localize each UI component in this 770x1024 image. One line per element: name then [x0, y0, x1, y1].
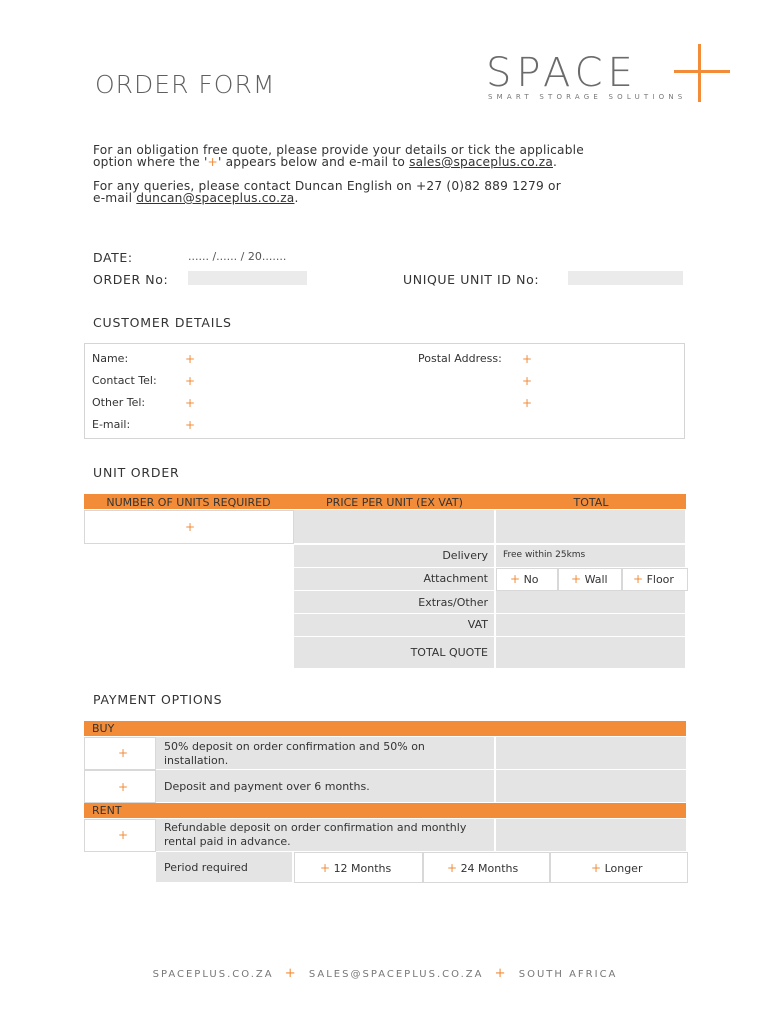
plus-icon: + [571, 572, 582, 586]
col-units-required: NUMBER OF UNITS REQUIRED [106, 496, 271, 509]
intro-text: . [294, 191, 299, 205]
plus-icon: + [118, 780, 129, 794]
rent-header-bar [84, 803, 686, 818]
footer-email[interactable]: SALES@SPACEPLUS.CO.ZA [308, 969, 484, 980]
postal-address-line1[interactable]: + [522, 352, 533, 366]
col-total: TOTAL [573, 496, 609, 509]
attachment-floor-label: Floor [646, 573, 674, 586]
rent-label: RENT [92, 804, 122, 817]
extras-label: Extras/Other [418, 596, 488, 609]
postal-address-line3[interactable]: + [522, 396, 533, 410]
payment-options-heading: PAYMENT OPTIONS [93, 692, 223, 707]
period-24-months-label: 24 Months [460, 862, 519, 875]
total-quote-label: TOTAL QUOTE [410, 646, 488, 659]
footer-country: SOUTH AFRICA [518, 969, 618, 980]
plus-icon: + [118, 828, 129, 842]
unit-id-label: UNIQUE UNIT ID No: [403, 272, 540, 287]
name-label: Name: [92, 352, 129, 365]
postal-address-label: Postal Address: [418, 352, 502, 365]
period-12-months-label: 12 Months [333, 862, 392, 875]
spaceplus-logo [486, 44, 736, 104]
delivery-value: Free within 25kms [503, 550, 586, 560]
other-tel-label: Other Tel: [92, 396, 146, 409]
plus-icon: + [207, 155, 218, 169]
footer-site[interactable]: SPACEPLUS.CO.ZA [152, 969, 274, 980]
intro-paragraph-2 [93, 180, 561, 204]
attachment-no-label: No [523, 573, 539, 586]
buy-header-bar [84, 721, 686, 736]
intro-line [93, 156, 584, 168]
sales-email-link[interactable]: sales@spaceplus.co.za [409, 155, 554, 169]
footer [0, 966, 770, 981]
page-title: ORDER FORM [95, 70, 276, 99]
plus-icon: + [494, 966, 508, 981]
attachment-wall-label: Wall [584, 573, 608, 586]
plus-icon: + [284, 966, 298, 981]
buy-option2-text: Deposit and payment over 6 months. [164, 780, 370, 793]
period-required-label: Period required [164, 861, 248, 874]
logo-wordmark: SPACE [486, 50, 638, 96]
intro-line [93, 192, 561, 204]
intro-text: e-mail [93, 191, 137, 205]
buy-option1-text: 50% deposit on order confirmation and 50% on installation. [164, 740, 425, 767]
customer-details-heading: CUSTOMER DETAILS [93, 315, 232, 330]
plus-icon: + [633, 572, 644, 586]
col-price-per-unit: PRICE PER UNIT (EX VAT) [326, 496, 463, 509]
delivery-label: Delivery [442, 549, 488, 562]
email-label: E-mail: [92, 418, 131, 431]
intro-text: ' appears below and e-mail to [217, 155, 410, 169]
email-field[interactable]: + [185, 418, 196, 432]
postal-address-line2[interactable]: + [522, 374, 533, 388]
rent-option1-text: Refundable deposit on order confirmation and monthly rental paid in advance. [164, 821, 467, 848]
customer-details-box [84, 343, 685, 439]
unit-id-field[interactable] [568, 271, 683, 285]
unit-order-heading: UNIT ORDER [93, 465, 180, 480]
buy-label: BUY [92, 722, 115, 735]
plus-icon: + [591, 861, 602, 875]
name-field[interactable]: + [185, 352, 196, 366]
logo-tagline: SMART STORAGE SOLUTIONS [488, 93, 687, 101]
buy-option2-value [496, 770, 686, 802]
total-cell[interactable] [496, 510, 685, 543]
contact-tel-field[interactable]: + [185, 374, 196, 388]
logo-plus-horizontal [674, 70, 730, 73]
plus-icon: + [320, 861, 331, 875]
buy-option1-value [496, 737, 686, 769]
date-label: DATE: [93, 250, 133, 265]
attachment-label: Attachment [423, 572, 488, 585]
logo-plus-vertical [698, 44, 701, 102]
extras-value-cell[interactable] [496, 591, 685, 613]
plus-icon: + [447, 861, 458, 875]
price-per-unit-cell[interactable] [294, 510, 494, 543]
period-longer-label: Longer [604, 862, 643, 875]
total-quote-value-cell[interactable] [496, 637, 685, 668]
contact-tel-label: Contact Tel: [92, 374, 157, 387]
other-tel-field[interactable]: + [185, 396, 196, 410]
intro-text: . [553, 155, 558, 169]
intro-paragraph-1 [93, 144, 584, 168]
plus-icon: + [118, 746, 129, 760]
plus-icon: + [510, 572, 521, 586]
units-required-plus[interactable]: + [185, 520, 196, 534]
intro-line: For an obligation free quote, please provide your details or tick the applicable [93, 143, 584, 157]
duncan-email-link[interactable]: duncan@spaceplus.co.za [136, 191, 295, 205]
date-field[interactable]: ...... /...... / 20....... [188, 250, 287, 263]
rent-option1-value [496, 819, 686, 851]
intro-line: For any queries, please contact Duncan English on +27 (0)82 889 1279 or [93, 179, 561, 193]
order-no-label: ORDER No: [93, 272, 169, 287]
intro-text: option where the ' [93, 155, 208, 169]
vat-value-cell[interactable] [496, 614, 685, 636]
order-no-field[interactable] [188, 271, 307, 285]
vat-label: VAT [467, 618, 488, 631]
